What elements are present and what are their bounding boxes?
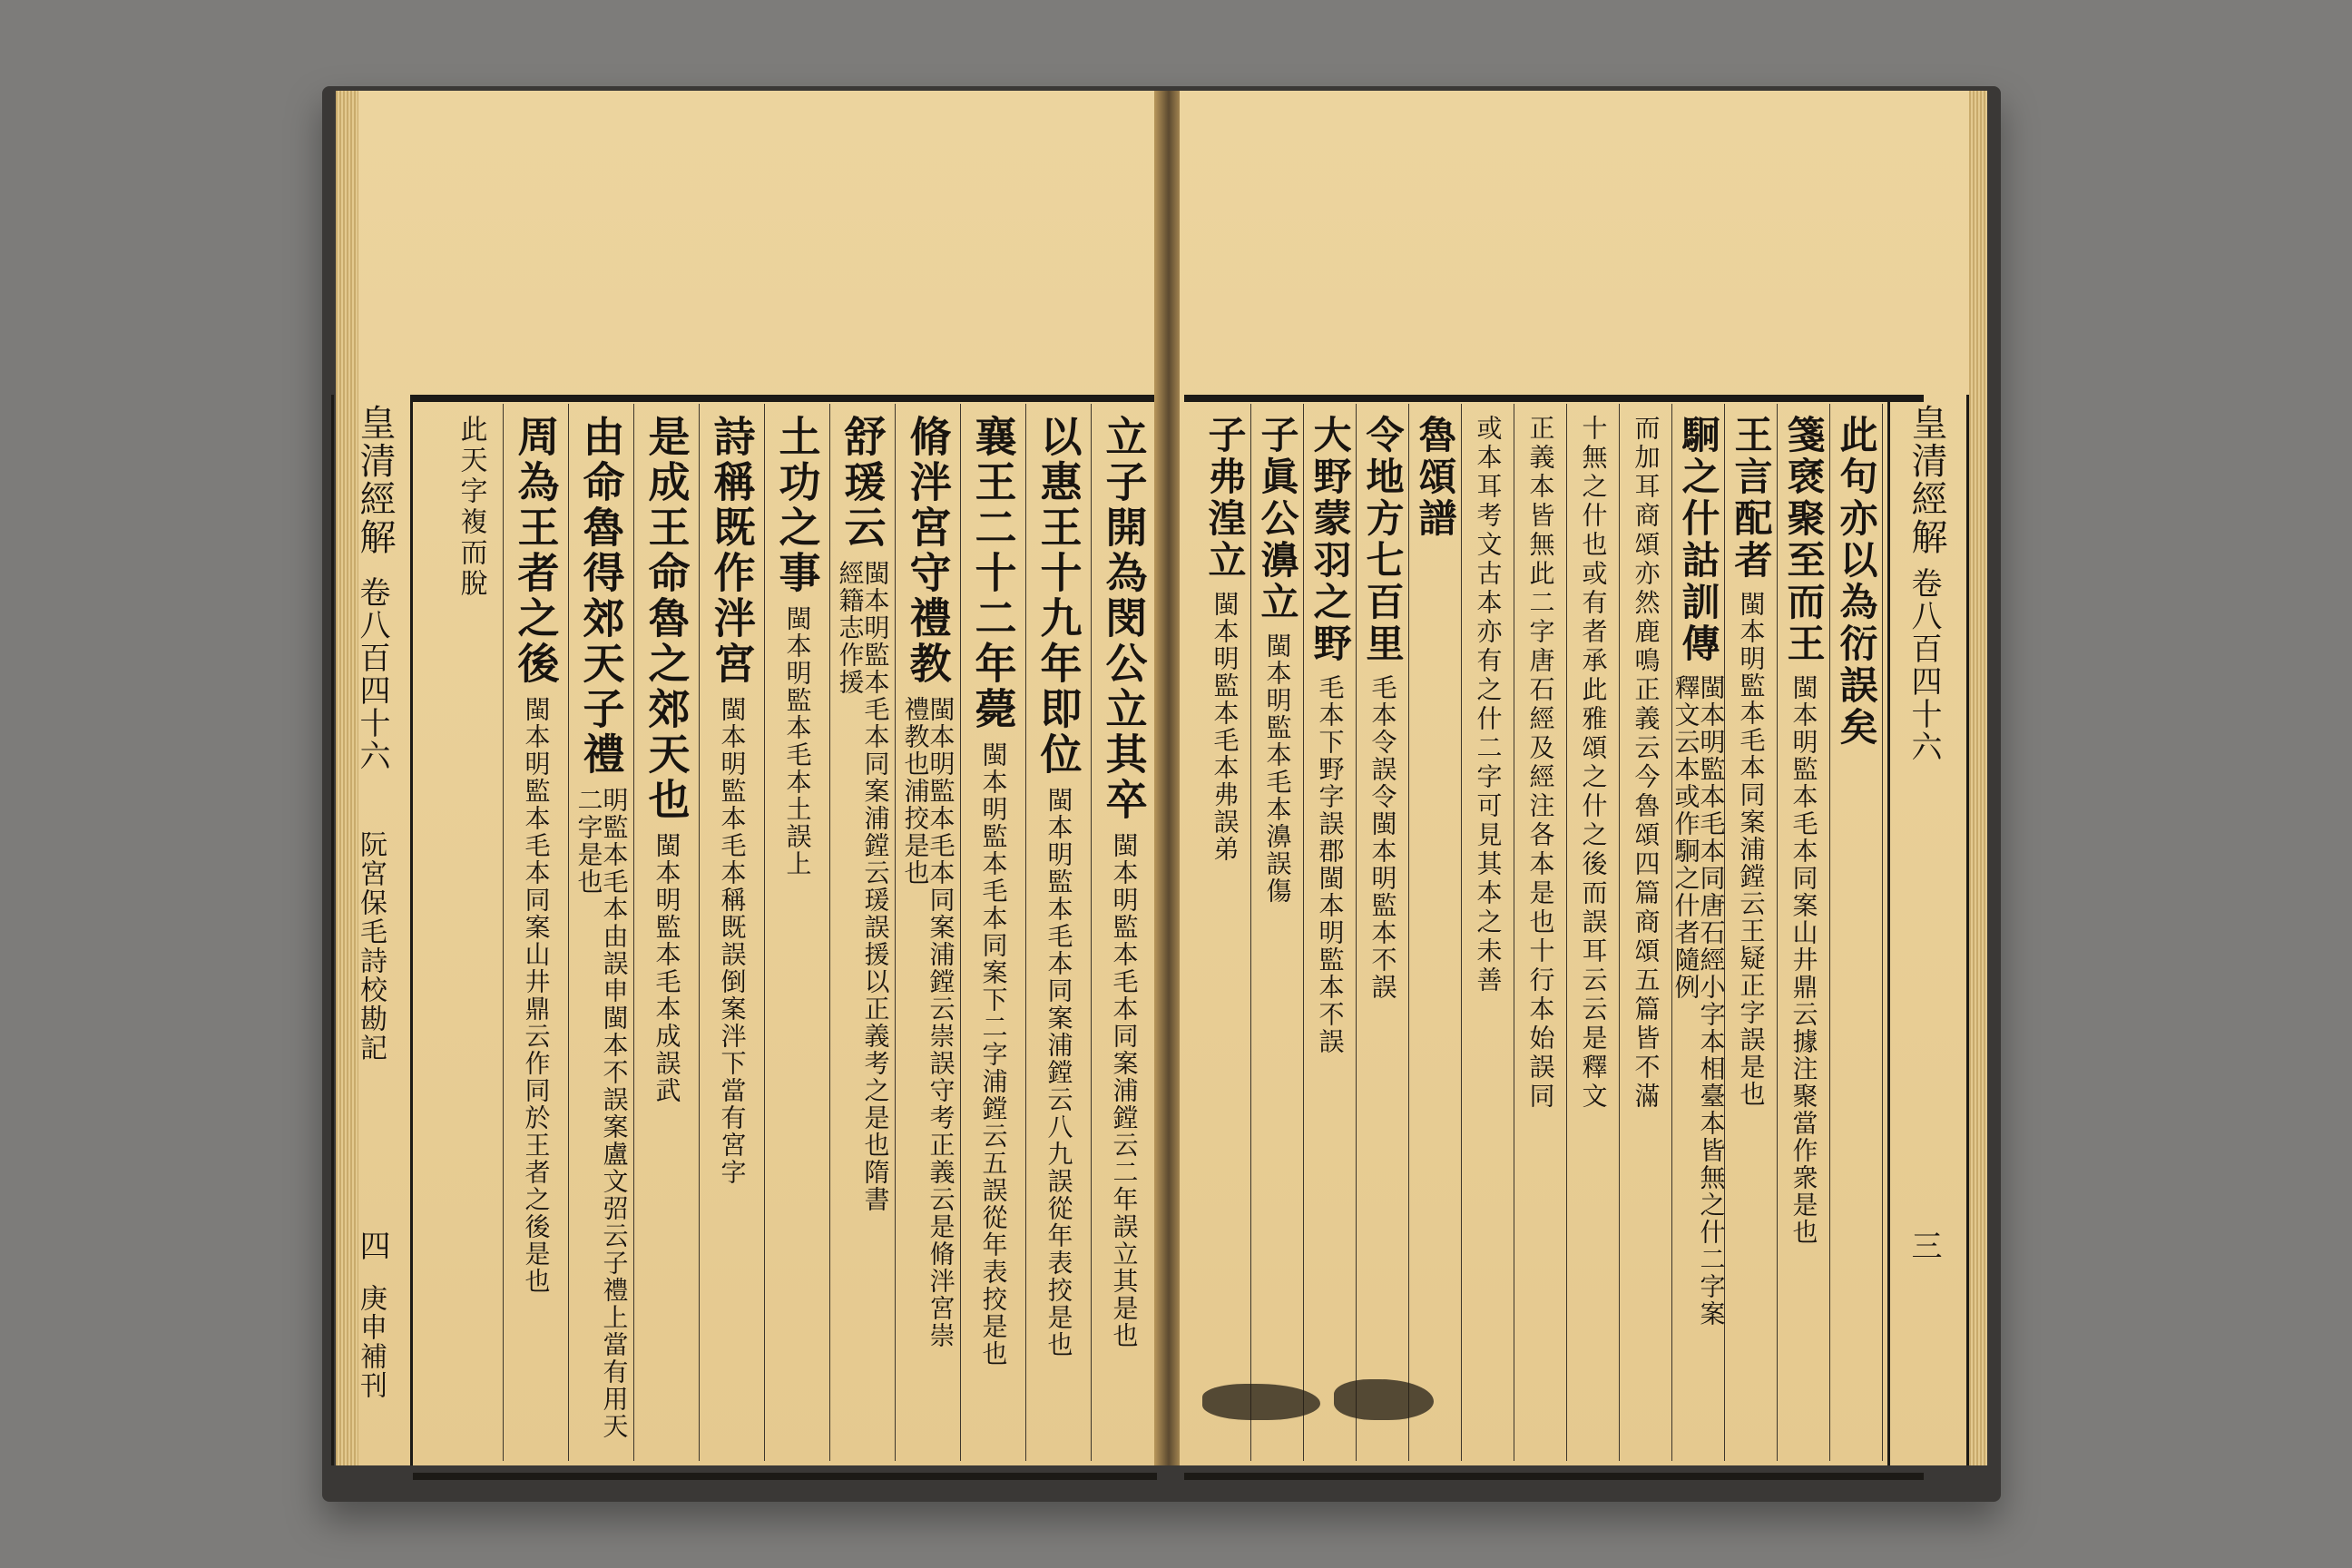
column-note-text: 閩本明監本毛本同案山井鼎云作同於王者之後是也 (521, 696, 552, 1295)
text-column (569, 404, 634, 1461)
text-column (896, 404, 961, 1461)
banxin-volume: 卷八百四十六 (354, 576, 390, 772)
column-main-text: 立子開為閔公立其卒 (1099, 415, 1149, 823)
text-column (1026, 404, 1092, 1461)
banxin-edition: 庚申補刊 (355, 1284, 387, 1400)
column-note-text: 閩本明監本毛本成誤武 (652, 832, 682, 1104)
column-note-text: 閩本明監本毛本弗誤弟 (1210, 591, 1240, 863)
text-column (1409, 404, 1462, 1461)
column-note-text: 閩本明監本毛本同案浦鏜云瑗誤援以正義考之是也隋書經籍志作援 (835, 560, 891, 1213)
column-main-text: 襄王二十二年薨 (968, 415, 1018, 732)
text-column (504, 404, 569, 1461)
column-main-text: 或本耳考文古本亦有之什二字可見其本之未善 (1473, 415, 1504, 995)
right-page (1180, 91, 1969, 1465)
column-main-text: 魯頌譜 (1413, 415, 1458, 540)
text-column (1304, 404, 1357, 1461)
column-note-text: 閩本明監本毛本稱既誤倒案泮下當有宮字 (717, 696, 748, 1186)
banxin-volume: 卷八百四十六 (1906, 567, 1942, 763)
column-main-text: 箋褎聚至而王 (1781, 415, 1827, 665)
column-main-text: 此天字複而脫 (455, 415, 487, 600)
text-column (1830, 404, 1883, 1461)
column-note-text: 閩本明監本毛本同案浦鏜云王疑正字誤是也 (1736, 591, 1767, 1108)
text-column (700, 404, 765, 1461)
column-note-text: 閩本明監本毛本濞誤傷 (1262, 632, 1293, 905)
text-column (1462, 404, 1514, 1461)
banxin-right (1887, 395, 1969, 1465)
column-main-text: 令地方七百里 (1360, 415, 1406, 665)
text-column (830, 404, 896, 1461)
column-main-text: 周為王者之後 (511, 415, 561, 687)
text-column (438, 404, 504, 1461)
left-page (354, 91, 1157, 1465)
column-note-text: 閩本明監本毛本同案浦鏜云八九誤從年表挍是也 (1044, 787, 1074, 1358)
text-column (1620, 404, 1672, 1461)
column-main-text: 土功之事 (772, 415, 822, 596)
text-column (1514, 404, 1567, 1461)
column-main-text: 大野蒙羽之野 (1308, 415, 1353, 665)
text-column (1672, 404, 1725, 1461)
column-main-text: 十無之什也或有者承此雅頌之什之後而誤耳云云是釋文 (1578, 415, 1609, 1112)
text-column (961, 404, 1026, 1461)
column-main-text: 子弗湟立 (1202, 415, 1248, 582)
banxin-left (331, 395, 413, 1465)
column-main-text: 脩泮宮守禮教 (903, 415, 953, 687)
column-note-text: 閩本明監本毛本同案浦鏜云二年誤立其是也 (1109, 832, 1140, 1349)
banxin-title: 皇清經解 (354, 404, 396, 556)
column-main-text: 王言配者 (1729, 415, 1774, 582)
column-main-text: 詩稱既作泮宮 (707, 415, 757, 687)
ink-smudge (1334, 1379, 1434, 1420)
column-main-text: 而加耳商頌亦然鹿鳴正義云今魯頌四篇商頌五篇皆不滿 (1631, 415, 1661, 1112)
text-column (765, 404, 830, 1461)
column-main-text: 由命魯得郊天子禮 (576, 415, 626, 778)
text-column (634, 404, 700, 1461)
column-main-text: 正義本皆無此二字唐石經及經注各本是也十行本始誤同 (1525, 415, 1556, 1112)
column-note-text: 毛本下野字誤郡閩本明監本不誤 (1315, 674, 1346, 1055)
column-note-text: 閩本明監本毛本同案浦鏜云崇誤守考正義云是脩泮宮崇禮教也浦挍是也 (900, 696, 956, 1349)
column-main-text: 此句亦以為衍誤矣 (1834, 415, 1879, 749)
text-column (1251, 404, 1304, 1461)
column-main-text: 以惠王十九年即位 (1034, 415, 1083, 778)
column-main-text: 子眞公濞立 (1255, 415, 1300, 623)
banxin-title: 皇清經解 (1906, 404, 1947, 556)
text-column (1567, 404, 1620, 1461)
column-note-text: 閩本明監本毛本土誤上 (782, 605, 813, 877)
column-main-text: 舒瑗云 (838, 415, 887, 551)
text-column (1357, 404, 1409, 1461)
column-main-text: 是成王命魯之郊天也 (642, 415, 691, 823)
column-note-text: 閩本明監本毛本同案山井鼎云據注聚當作衆是也 (1788, 674, 1819, 1246)
column-note-text: 毛本令誤令閩本明監本不誤 (1367, 674, 1398, 1001)
banxin-page-no: 四 (354, 1230, 390, 1262)
banxin-page-no: 三 (1906, 1230, 1942, 1262)
text-column (1092, 404, 1157, 1461)
text-column (1199, 404, 1251, 1461)
column-main-text: 駉之什詁訓傳 (1676, 415, 1721, 665)
column-note-text: 閩本明監本毛本同案下二字浦鏜云五誤從年表挍是也 (978, 741, 1009, 1367)
text-column (1778, 404, 1830, 1461)
banxin-book: 阮宮保毛詩校勘記 (355, 830, 387, 1063)
column-note-text: 閩本明監本毛本同唐石經小字本相臺本皆無之什二字案釋文云本或作駉之什者隨例 (1671, 674, 1727, 1328)
ink-smudge (1202, 1384, 1320, 1420)
text-column (1725, 404, 1778, 1461)
column-note-text: 明監本毛本由誤申閩本不誤案盧文弨云子禮上當有用天二字是也 (573, 787, 630, 1440)
